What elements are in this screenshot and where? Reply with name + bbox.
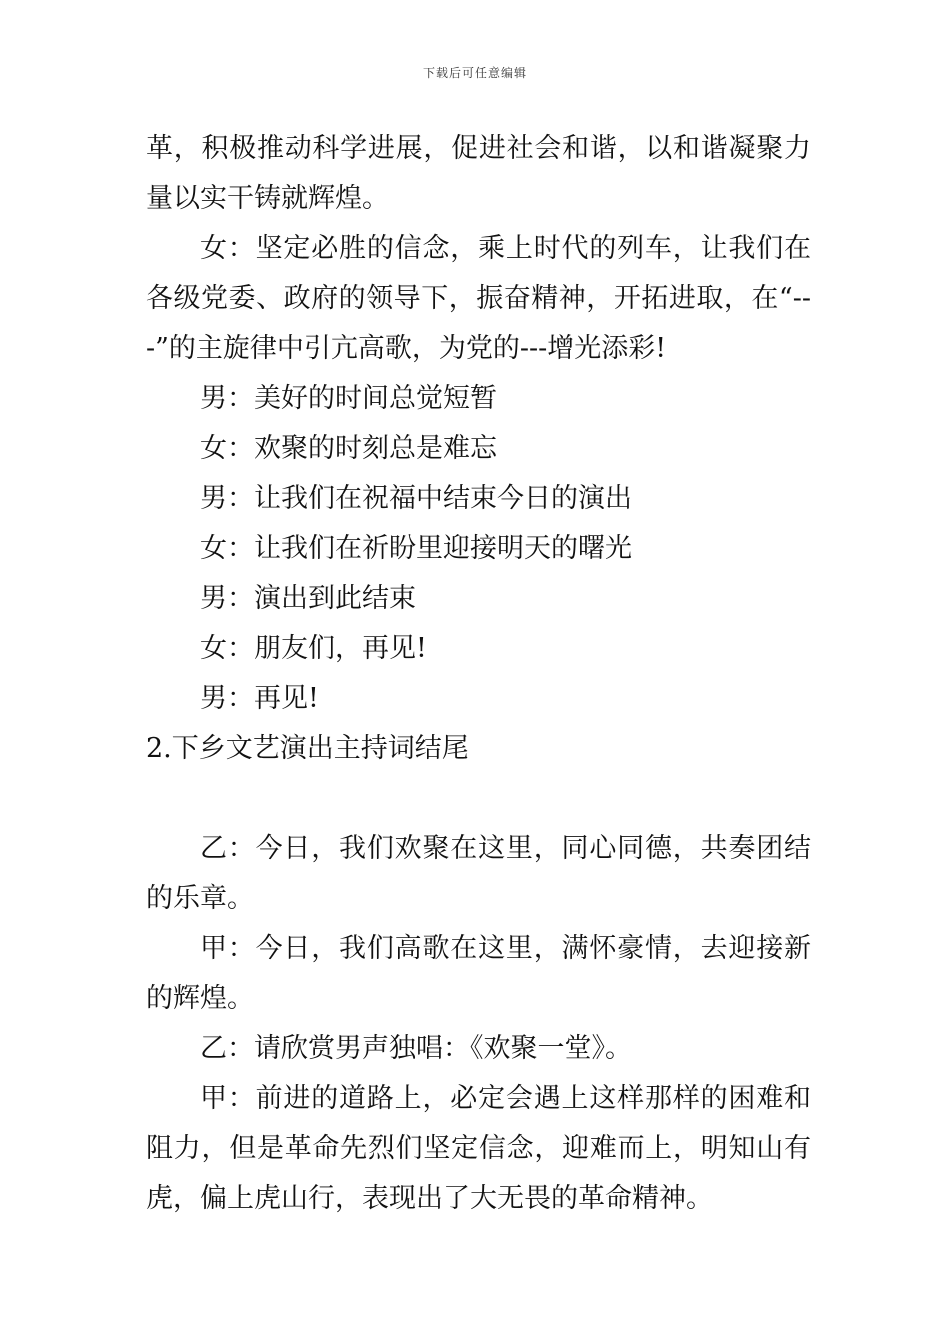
paragraph-yi-line-1: 乙：今日，我们欢聚在这里，同心同德，共奏团结的乐章。 <box>146 833 811 914</box>
paragraph-male-line-2: 男：让我们在祝福中结束今日的演出 <box>200 483 632 514</box>
document-body <box>146 124 811 1224</box>
paragraph-male-line-4: 男：再见! <box>200 683 319 714</box>
paragraph-male-line-1: 男：美好的时间总觉短暂 <box>200 383 497 414</box>
paragraph-female-line-3: 女：让我们在祈盼里迎接明天的曙光 <box>200 533 632 564</box>
paragraph-continuation: 革，积极推动科学进展，促进社会和谐，以和谐凝聚力量以实干铸就辉煌。 <box>146 133 811 214</box>
paragraph-jia-line-1: 甲：今日，我们高歌在这里，满怀豪情，去迎接新的辉煌。 <box>146 933 811 1014</box>
paragraph-female-line-2: 女：欢聚的时刻总是难忘 <box>200 433 497 464</box>
paragraph-female-line-1: 女：坚定必胜的信念，乘上时代的列车，让我们在各级党委、政府的领导下，振奋精神，开拓进取，在“---”的主旋律中引亢高歌，为党的---增光添彩! <box>146 233 811 364</box>
paragraph-female-line-4: 女：朋友们，再见! <box>200 633 427 664</box>
paragraph-jia-line-2: 甲：前进的道路上，必定会遇上这样那样的困难和阻力，但是革命先烈们坚定信念，迎难而上，明知山有虎，偏上虎山行，表现出了大无畏的革命精神。 <box>146 1083 811 1214</box>
section-heading: 2.下乡文艺演出主持词结尾 <box>146 733 469 764</box>
paragraph-male-line-3: 男：演出到此结束 <box>200 583 416 614</box>
blank-line <box>146 774 811 824</box>
page-header: 下载后可任意编辑 <box>422 66 527 80</box>
paragraph-yi-line-2: 乙：请欣赏男声独唱：《欢聚一堂》。 <box>200 1033 632 1064</box>
